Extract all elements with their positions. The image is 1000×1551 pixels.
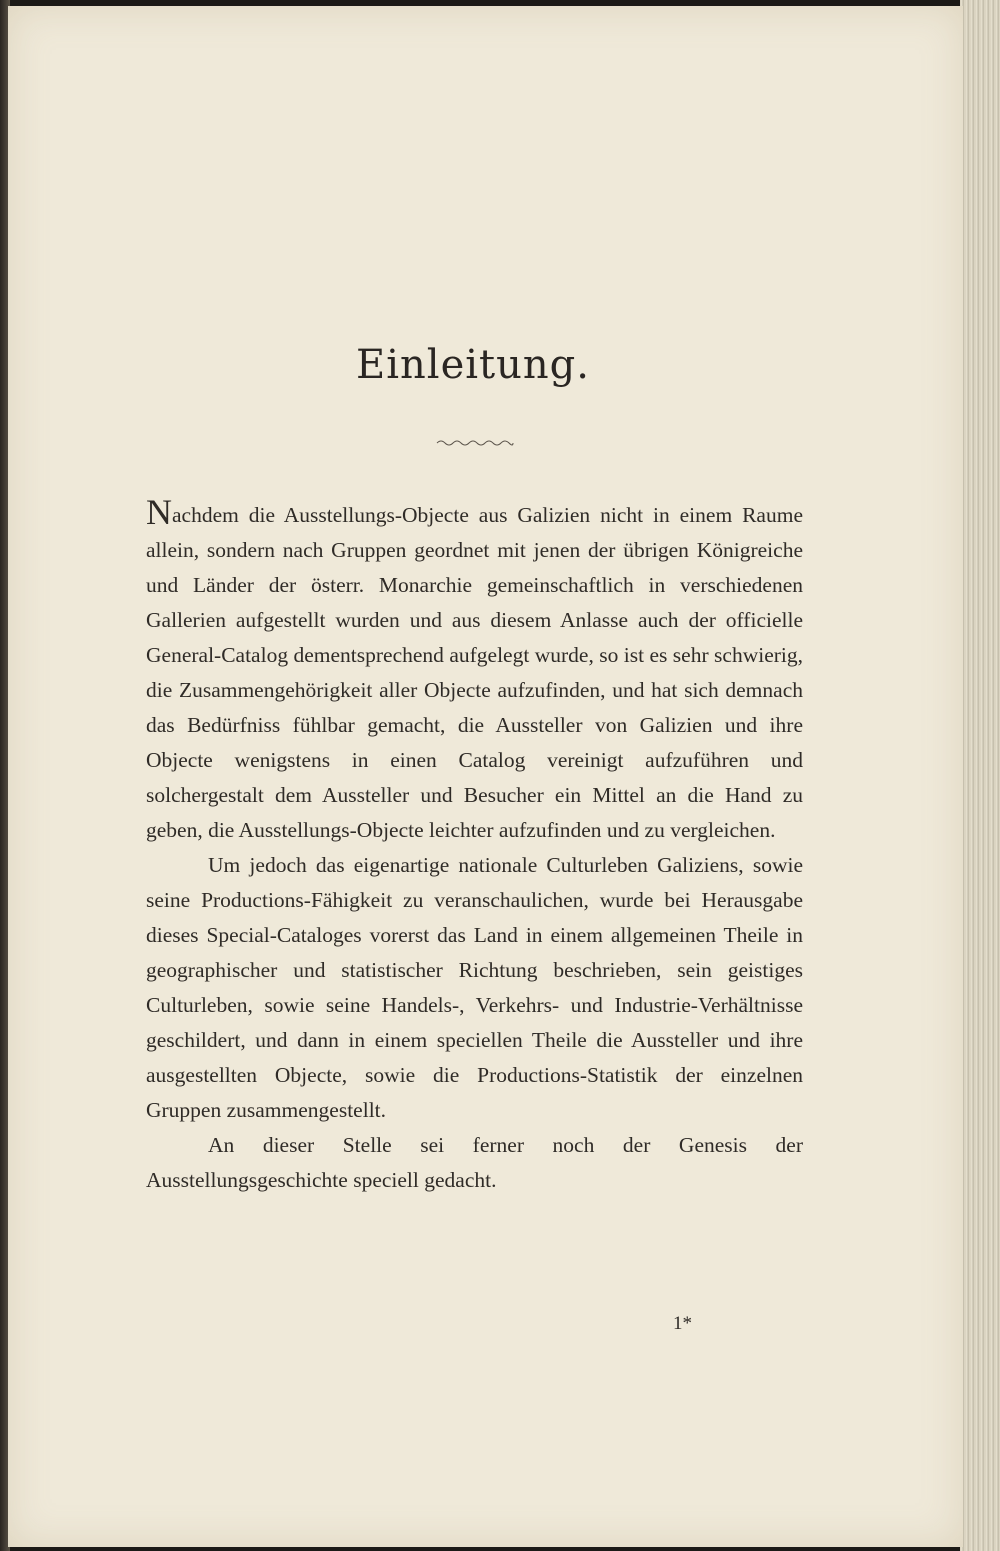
initial-letter: N <box>146 492 172 532</box>
page-stack-edge <box>960 0 1000 1551</box>
book-page <box>8 6 963 1547</box>
signature-mark: 1* <box>673 1313 692 1334</box>
chapter-title: Einleitung. <box>356 342 590 388</box>
body-text <box>146 492 803 1198</box>
paragraph-1-text: achdem die Ausstellungs-Objecte aus Galizien nicht in einem Raume allein, sondern nach Gruppen geordnet mit jenen der übrigen Königreiche und Länder der österr. Monarchie gemeinschaftlich in verschiedenen Gallerien aufgestellt wurden und aus diesem Anlasse auch der officielle General-Catalog dementsprechend aufgelegt wurde, so ist es sehr schwierig, die Zusammengehörigkeit aller Objecte aufzufinden, und hat sich demnach das Bedürfniss fühlbar gemacht, die Aussteller von Galizien und ihre Objecte wenigstens in einen Catalog vereinigt aufzuführen und solchergestalt dem Aussteller und Besucher ein Mittel an die Hand zu geben, die Ausstellungs-Objecte leichter aufzufinden und zu vergleichen. <box>146 503 803 842</box>
paragraph-2: Um jedoch das eigenartige nationale Culturleben Galiziens, sowie seine Productions-Fähigkeit zu veranschaulichen, wurde bei Herausgabe dieses Special-Cataloges vorerst das Land in einem allgemeinen Theile in geographischer und statistischer Richtung beschrieben, sein geistiges Culturleben, sowie seine Handels-, Verkehrs- und Industrie-Verhältnisse geschildert, und dann in einem speciellen Theile die Aussteller und ihre ausgestellten Objecte, sowie die Productions-Statistik der einzelnen Gruppen zusammengestellt. <box>146 853 803 1122</box>
paragraph-3: An dieser Stelle sei ferner noch der Genesis der Ausstellungsgeschichte speciell gedacht. <box>146 1133 803 1192</box>
wavy-ornament <box>435 437 515 449</box>
paragraph-1 <box>146 492 803 848</box>
